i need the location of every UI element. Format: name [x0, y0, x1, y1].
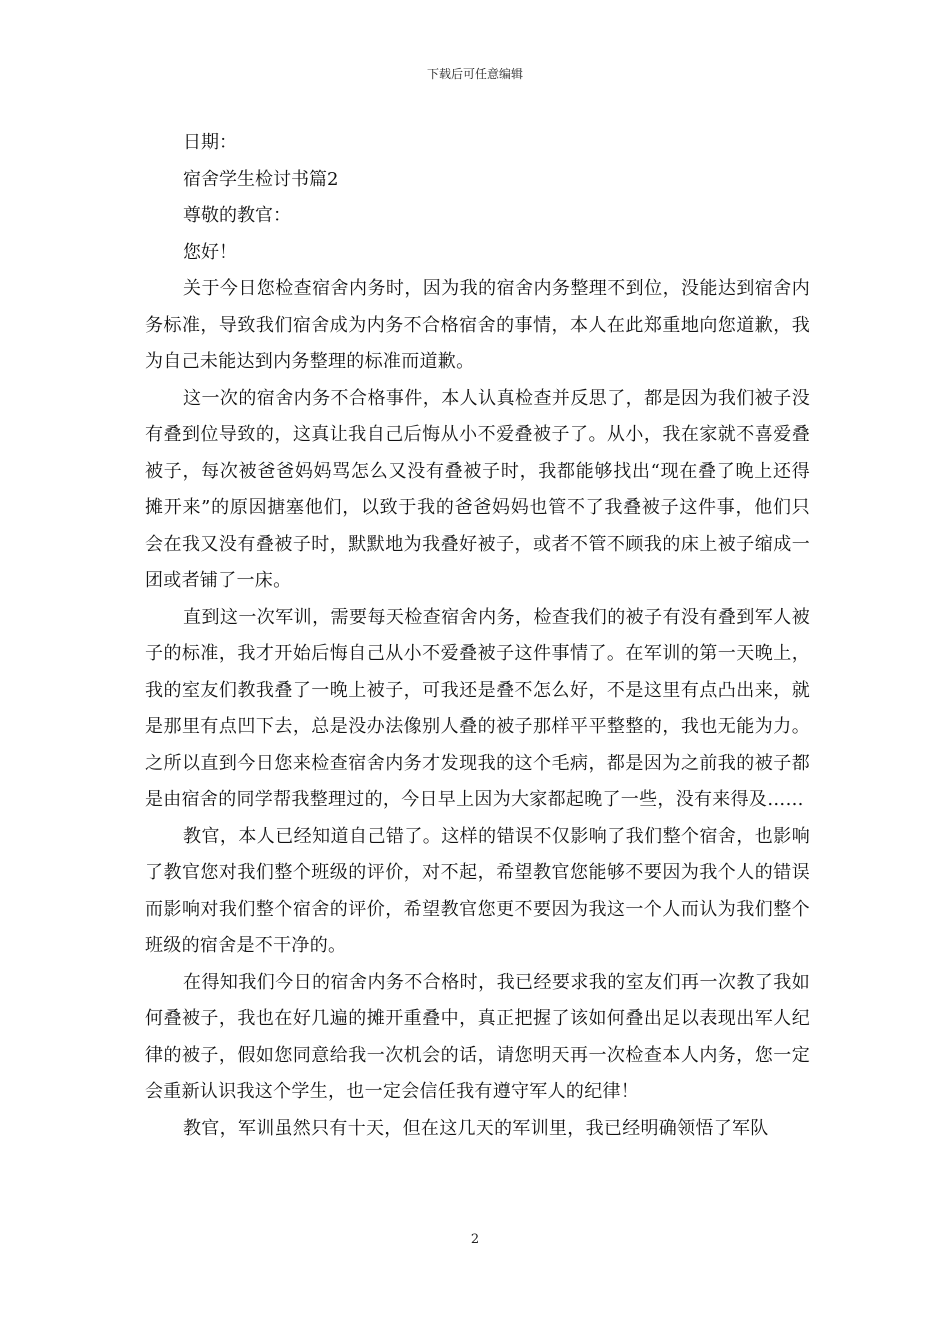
section-title: 宿舍学生检讨书篇2: [183, 168, 339, 190]
page-header: 下载后可任意编辑: [426, 67, 523, 81]
page-number: 2: [470, 1232, 480, 1247]
document-body: [145, 125, 810, 1147]
greeting: 您好！: [183, 241, 237, 263]
paragraph-5: 在得知我们今日的宿舍内务不合格时，我已经要求我的室友们再一次教了我如何叠被子，我也在好几遍的摊开重叠中，真正把握了该如何叠出足以表现出军人纪律的被子，假如您同意给我一次机会的话，请您明天再一次检查本人内务，您一定会重新认识我这个学生，也一定会信任我有遵守军人的纪律！: [145, 971, 810, 1102]
salutation: 尊敬的教官：: [183, 205, 291, 226]
date-label: 日期：: [183, 132, 237, 153]
paragraph-3: 直到这一次军训，需要每天检查宿舍内务，检查我们的被子有没有叠到军人被子的标准，我才开始后悔自己从小不爱叠被子这件事情了。在军训的第一天晚上，我的室友们教我叠了一晚上被子，可我还是叠不怎么好，不是这里有点凸出来，就是那里有点凹下去，总是没办法像别人叠的被子那样平平整整的，我也无能为力。之所以直到今日您来检查宿舍内务才发现我的这个毛病，都是因为之前我的被子都是由宿舍的同学帮我整理过的，今日早上因为大家都起晚了一些，没有来得及……: [145, 606, 810, 810]
paragraph-4: 教官，本人已经知道自己错了。这样的错误不仅影响了我们整个宿舍，也影响了教官您对我们整个班级的评价，对不起，希望教官您能够不要因为我个人的错误而影响对我们整个宿舍的评价，希望教官您更不要因为我这一个人而认为我们整个班级的宿舍是不干净的。: [145, 825, 810, 956]
paragraph-2: 这一次的宿舍内务不合格事件，本人认真检查并反思了，都是因为我们被子没有叠到位导致的，这真让我自己后悔从小不爱叠被子了。从小，我在家就不喜爱叠被子，每次被爸爸妈妈骂怎么又没有叠被子时，我都能够找出“现在叠了晚上还得摊开来”的原因搪塞他们，以致于我的爸爸妈妈也管不了我叠被子这件事，他们只会在我又没有叠被子时，默默地为我叠好被子，或者不管不顾我的床上被子缩成一团或者铺了一床。: [145, 387, 810, 591]
paragraph-6: 教官，军训虽然只有十天，但在这几天的军训里，我已经明确领悟了军队: [183, 1117, 769, 1139]
paragraph-1: 关于今日您检查宿舍内务时，因为我的宿舍内务整理不到位，没能达到宿舍内务标准，导致我们宿舍成为内务不合格宿舍的事情，本人在此郑重地向您道歉，我为自己未能达到内务整理的标准而道歉。: [145, 278, 810, 372]
